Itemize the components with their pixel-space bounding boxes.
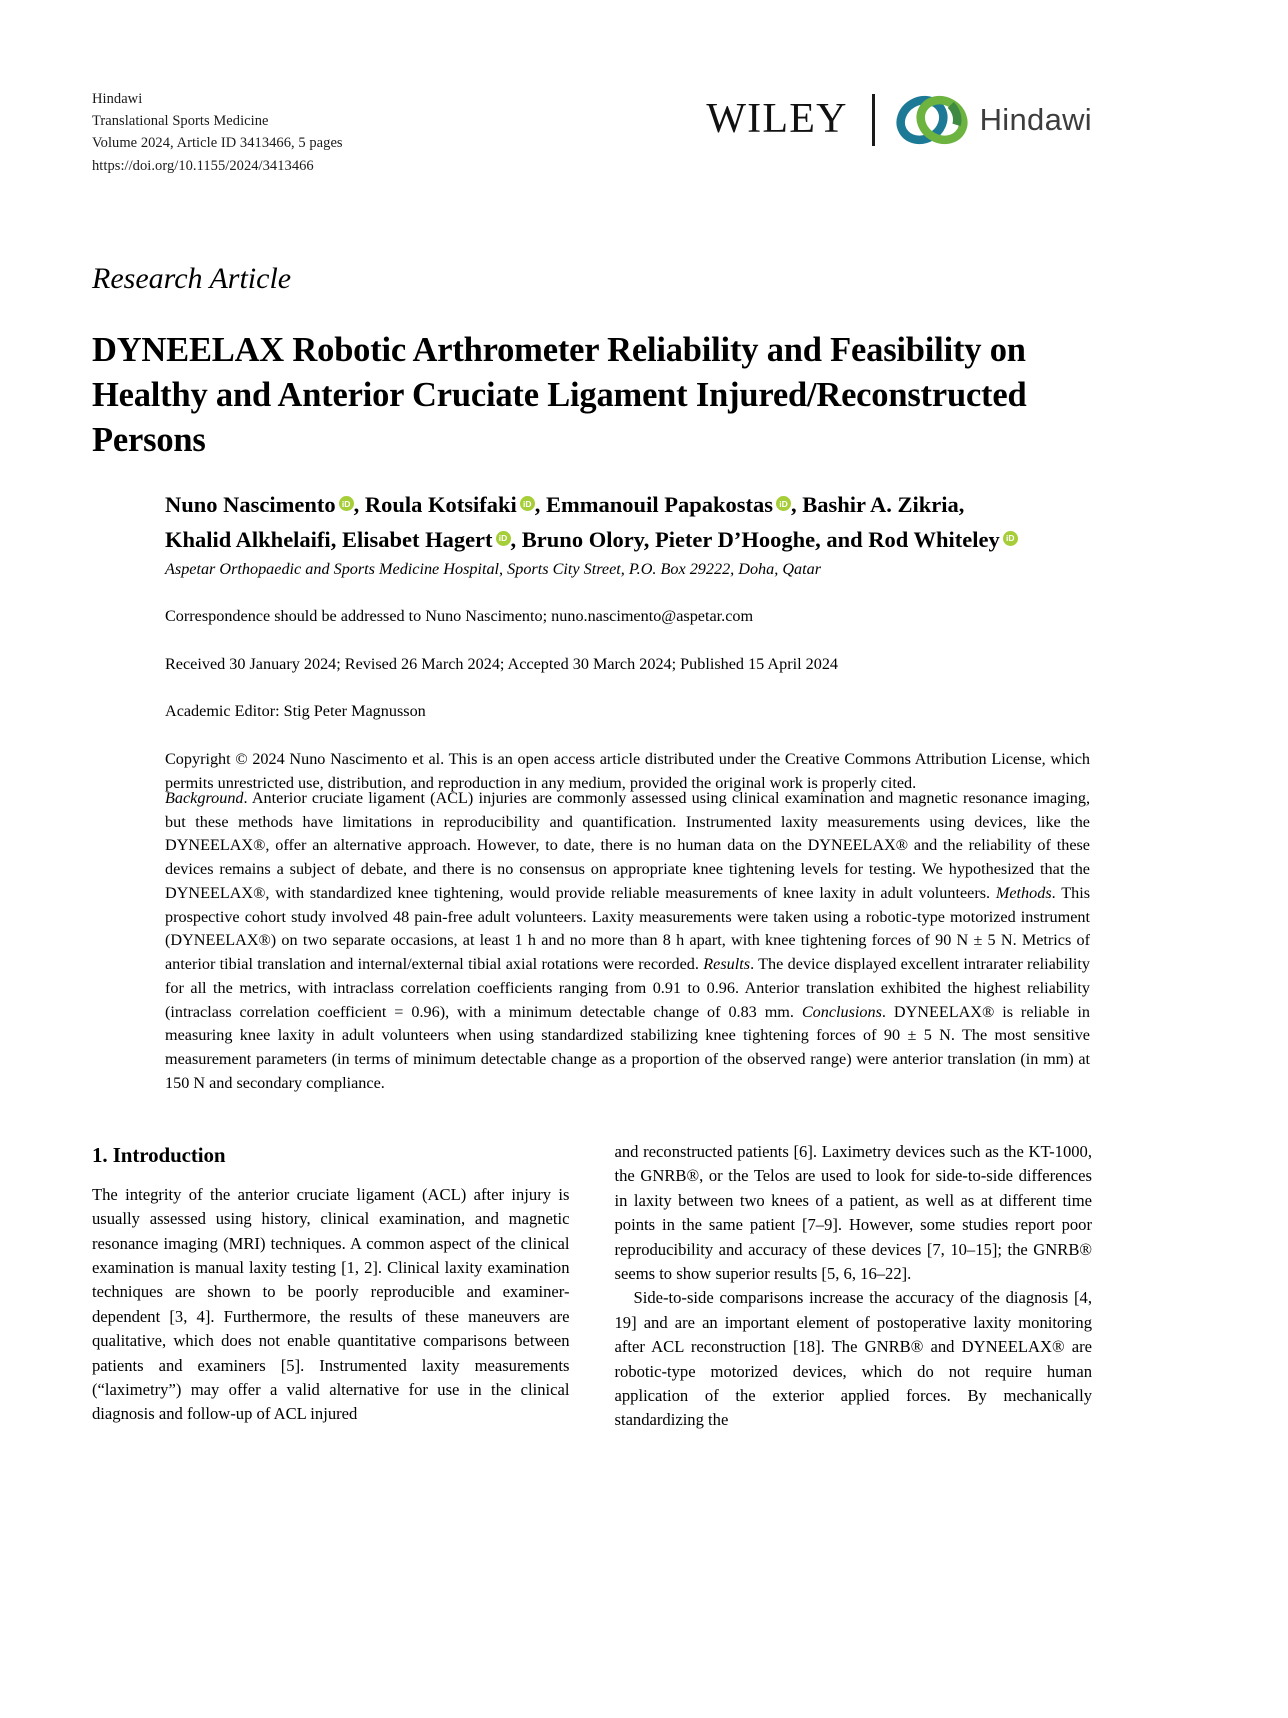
paragraph: Side-to-side comparisons increase the accuracy of the diagnosis [4, 19] and are an important element of postoperative laxity monitoring after ACL reconstruction [18]. The GNRB® and DYNEELAX® are robotic-type motorized devices, which do not require human application of the exterior applied forces. By mechanically standardizing the bbox=[614, 1288, 1092, 1430]
author-name[interactable]: Pieter D’Hooghe bbox=[654, 526, 816, 552]
body-columns bbox=[92, 1140, 1092, 1433]
author-separator: , bbox=[330, 526, 342, 552]
author-name[interactable]: Bruno Olory bbox=[521, 526, 644, 552]
correspondence: Correspondence should be addressed to Nuno Nascimento; nuno.nascimento@aspetar.com bbox=[165, 607, 754, 626]
author-name[interactable]: Emmanouil Papakostas bbox=[546, 492, 773, 517]
author-list bbox=[165, 488, 1095, 558]
author-separator: , and bbox=[815, 526, 869, 552]
wiley-wordmark: WILEY bbox=[706, 95, 848, 142]
publisher-logo bbox=[706, 94, 1092, 146]
section-heading-introduction: 1. Introduction bbox=[92, 1143, 226, 1167]
author-name[interactable]: Khalid Alkhelaifi bbox=[165, 526, 331, 552]
abstract-conclusions-text: . DYNEELAX® is reliable in measuring knee laxity in adult volunteers when using standardized stabilizing knee tightening forces of 90 ± 5 N. The most sensitive measurement parameters (in terms of minimum detectable change as a proportion of the observed range) were anterior translation (in mm) at 150 N and secondary compliance. bbox=[165, 1002, 1090, 1092]
orcid-icon[interactable] bbox=[520, 496, 535, 511]
author-separator: , bbox=[534, 492, 547, 517]
hindawi-rings-icon bbox=[895, 95, 969, 145]
author-separator: , bbox=[353, 492, 365, 517]
orcid-icon[interactable] bbox=[776, 496, 791, 511]
volume-article-line: Volume 2024, Article ID 3413466, 5 pages bbox=[92, 135, 343, 152]
journal-name: Translational Sports Medicine bbox=[92, 113, 269, 130]
author-name[interactable]: Rod Whiteley bbox=[868, 526, 1000, 552]
abstract-methods-text: . This prospective cohort study involved 48 pain-free adult volunteers. Laxity measurements were taken using a robotic-type motorized instrument (DYNEELAX®) on two separate occasions, at least 1 h and no more than 8 h apart, with knee tightening forces of 90 N ± 5 N. Metrics of anterior tibial translation and internal/external tibial axial rotations were recorded. bbox=[165, 883, 1090, 974]
hindawi-lockup bbox=[895, 95, 1092, 145]
author-name[interactable]: Roula Kotsifaki bbox=[364, 492, 517, 517]
orcid-icon[interactable] bbox=[1003, 531, 1018, 546]
copyright-notice: Copyright © 2024 Nuno Nascimento et al. This is an open access article distributed under the Creative Commons Attribution License, which permits unrestricted use, distribution, and reproduction in any medium, provided the original work is properly cited. bbox=[165, 749, 1090, 792]
front-matter bbox=[165, 558, 1090, 822]
hindawi-wordmark: Hindawi bbox=[979, 102, 1092, 137]
abstract-results-text: . The device displayed excellent intrarater reliability for all the metrics, with intraclass correlation coefficients ranging from 0.91 to 0.96. Anterior translation exhibited the highest reliability (intraclass correlation coefficient = 0.96), with a minimum detectable change of 0.83 mm. bbox=[165, 955, 1090, 1021]
affiliation: Aspetar Orthopaedic and Sports Medicine Hospital, Sports City Street, P.O. Box 29222, Doha, Qatar bbox=[165, 560, 821, 578]
orcid-icon[interactable] bbox=[496, 531, 511, 546]
abstract-conclusions-label: Conclusions bbox=[801, 1002, 882, 1021]
left-column bbox=[92, 1140, 570, 1433]
author-separator: , bbox=[958, 492, 965, 517]
masthead bbox=[92, 88, 1092, 177]
paragraph: The integrity of the anterior cruciate ligament (ACL) after injury is usually assessed using history, clinical examination, and magnetic resonance imaging (MRI) techniques. A common aspect of the clinical examination is manual laxity testing [1, 2]. Clinical laxity examination techniques are shown to be poorly reproducible and examiner-dependent [3, 4]. Furthermore, the results of these maneuvers are qualitative, which does not enable quantitative comparisons between patients and examiners [5]. Instrumented laxity measurements (“laximetry”) may offer a valid alternative for use in the clinical diagnosis and follow-up of ACL injured bbox=[92, 1184, 570, 1424]
author-separator: , bbox=[790, 492, 803, 517]
paragraph: and reconstructed patients [6]. Laximetry devices such as the KT-1000, the GNRB®, or the Telos are used to look for side-to-side differences in laxity between two knees of a patient, as well as at different time points in the same patient [7–9]. However, some studies report poor reproducibility and accuracy of these devices [7, 10–15]; the GNRB® seems to show superior results [5, 6, 16–22]. bbox=[614, 1142, 1092, 1283]
author-separator: , bbox=[643, 526, 655, 552]
publication-dates: Received 30 January 2024; Revised 26 March 2024; Accepted 30 March 2024; Published 15 April 2024 bbox=[165, 654, 839, 673]
author-name[interactable]: Nuno Nascimento bbox=[165, 492, 336, 517]
abstract-background-text: . Anterior cruciate ligament (ACL) injuries are commonly assessed using clinical examination and magnetic resonance imaging, but these methods have limitations in reproducibility and quantification. Instrumented laxity measurements using devices, like the DYNEELAX®, offer an alternative approach. However, to date, there is no human data on the DYNEELAX® and the reliability of these devices remains a subject of debate, and there is no consensus on appropriate knee tightening levels for testing. We hypothesized that the DYNEELAX®, with standardized knee tightening, would provide reliable measurements of knee laxity in adult volunteers. bbox=[165, 789, 1090, 902]
doi-link[interactable]: https://doi.org/10.1155/2024/3413466 bbox=[92, 157, 314, 174]
abstract-results-label: Results bbox=[703, 955, 751, 974]
author-separator: , bbox=[510, 526, 522, 552]
logo-divider bbox=[872, 94, 875, 146]
orcid-icon[interactable] bbox=[339, 496, 354, 511]
abstract-methods-label: Methods bbox=[995, 883, 1052, 902]
page-title: DYNEELAX Robotic Arthrometer Reliability and Feasibility on Healthy and Anterior Cruciate Ligament Injured/Reconstructed Persons bbox=[92, 331, 1027, 459]
publisher-name: Hindawi bbox=[92, 91, 143, 107]
abstract bbox=[165, 787, 1090, 1096]
abstract-background-label: Background bbox=[165, 789, 244, 807]
article-type-label: Research Article bbox=[92, 262, 292, 295]
right-column bbox=[615, 1140, 1093, 1433]
author-name[interactable]: Elisabet Hagert bbox=[341, 526, 493, 552]
author-name[interactable]: Bashir A. Zikria bbox=[802, 492, 959, 517]
journal-metadata bbox=[92, 88, 343, 177]
academic-editor: Academic Editor: Stig Peter Magnusson bbox=[165, 702, 426, 721]
